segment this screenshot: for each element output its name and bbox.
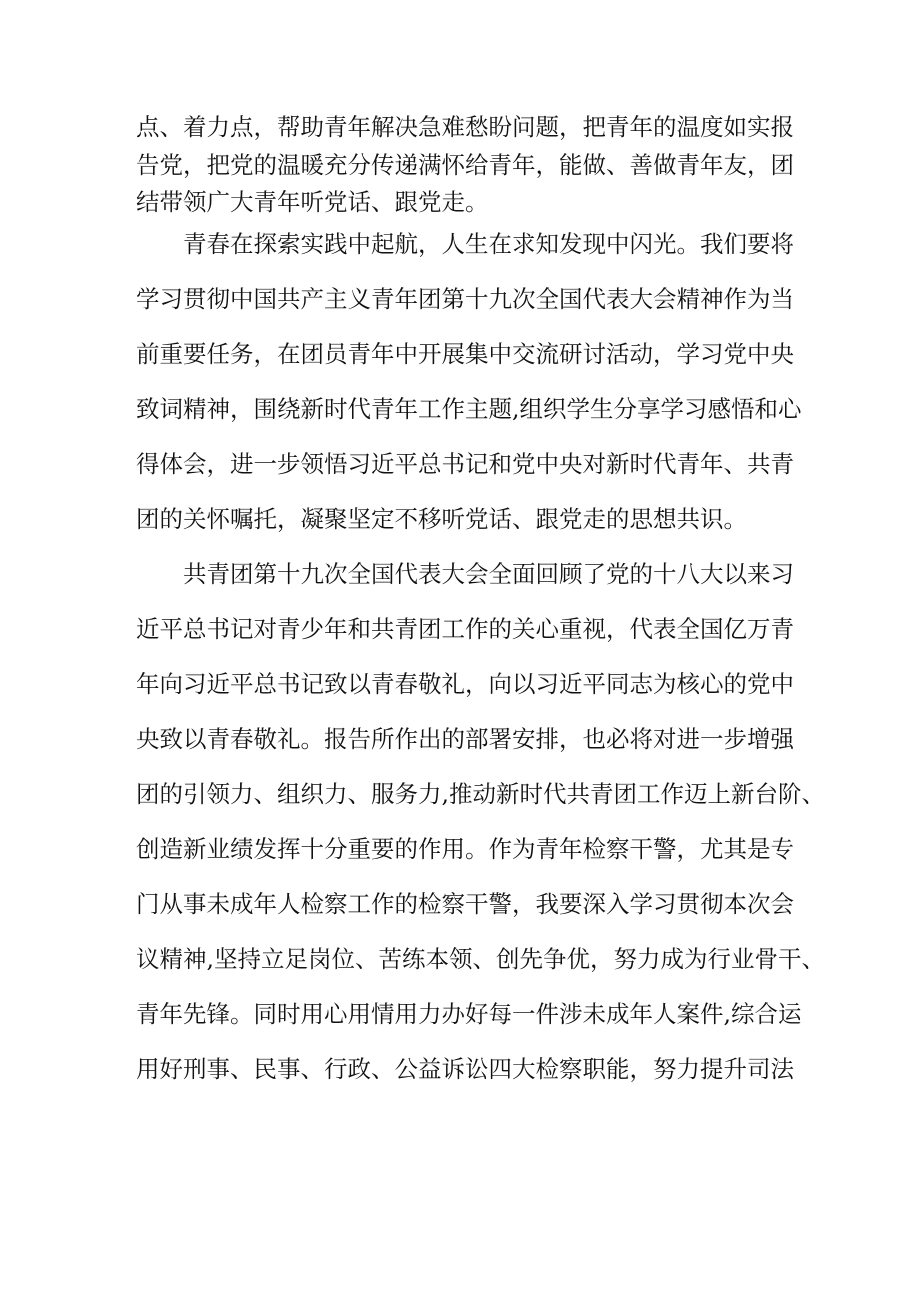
text-line: 点、着力点，帮助青年解决急难愁盼问题，把青年的温度如实报 <box>136 113 794 141</box>
text-line: 年向习近平总书记致以青春敬礼，向以习近平同志为核心的党中 <box>136 670 794 698</box>
text-line: 致词精神，围绕新时代青年工作主题,组织学生分享学习感悟和心 <box>136 395 802 423</box>
text-line: 青年先锋。同时用心用情用力办好每一件涉未成年人案件,综合运 <box>136 1000 802 1028</box>
text-line: 共青团第十九次全国代表大会全面回顾了党的十八大以来习 <box>183 560 794 588</box>
text-line: 学习贯彻中国共产主义青年团第十九次全国代表大会精神作为当 <box>136 285 794 313</box>
text-line: 近平总书记对青少年和共青团工作的关心重视，代表全国亿万青 <box>136 615 794 643</box>
text-line: 告党，把党的温暖充分传递满怀给青年，能做、善做青年友，团 <box>136 151 794 179</box>
text-line: 青春在探索实践中起航，人生在求知发现中闪光。我们要将 <box>183 230 794 258</box>
text-line: 团的引领力、组织力、服务力,推动新时代共青团工作迈上新台阶、 <box>136 780 825 808</box>
text-line: 团的关怀嘱托，凝聚坚定不移听党话、跟党走的思想共识。 <box>136 505 747 533</box>
text-line: 门从事未成年人检察工作的检察干警，我要深入学习贯彻本次会 <box>136 890 794 918</box>
text-line: 前重要任务，在团员青年中开展集中交流研讨活动，学习党中央 <box>136 340 794 368</box>
text-line: 得体会，进一步领悟习近平总书记和党中央对新时代青年、共青 <box>136 450 794 478</box>
text-line: 用好刑事、民事、行政、公益诉讼四大检察职能，努力提升司法 <box>136 1055 794 1083</box>
text-line: 央致以青春敬礼。报告所作出的部署安排，也必将对进一步增强 <box>136 725 794 753</box>
text-line: 议精神,坚持立足岗位、苦练本领、创先争优，努力成为行业骨干、 <box>136 945 825 973</box>
text-line: 创造新业绩发挥十分重要的作用。作为青年检察干警，尤其是专 <box>136 835 794 863</box>
text-line: 结带领广大青年听党话、跟党走。 <box>136 188 489 216</box>
